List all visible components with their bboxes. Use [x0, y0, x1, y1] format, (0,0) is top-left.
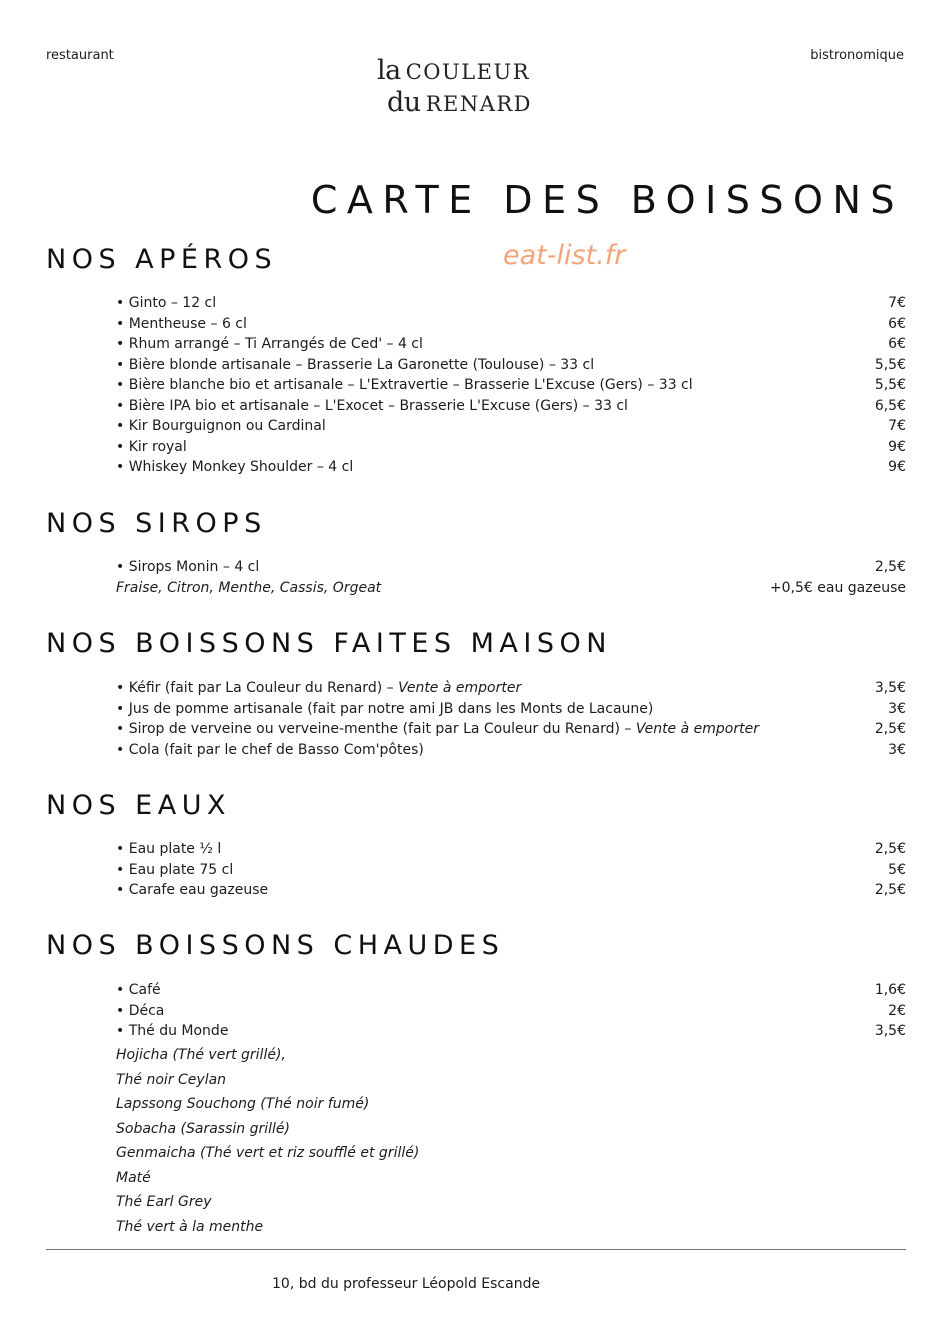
list-item [116, 1001, 906, 1022]
section-title-chaudes: NOS BOISSONS CHAUDES [46, 930, 505, 961]
tea-item: Genmaicha (Thé vert et riz soufflé et grillé) [116, 1145, 420, 1161]
logo-word-couleur: couleur [405, 52, 531, 87]
section-title-maison: NOS BOISSONS FAITES MAISON [46, 628, 612, 659]
item-name [116, 719, 759, 740]
list-item [116, 1021, 906, 1042]
list-item [116, 860, 906, 881]
section-title-sirops: NOS SIROPS [46, 508, 267, 539]
logo-line-2 [387, 84, 532, 118]
item-name-text: Sirop de verveine ou verveine-menthe (fait par La Couleur du Renard) – [128, 721, 636, 737]
list-chaudes [116, 980, 906, 1042]
item-price: 2,5€ [874, 559, 906, 575]
item-name: • Whiskey Monkey Shoulder – 4 cl [116, 457, 353, 478]
tea-item: Thé Earl Grey [116, 1194, 212, 1210]
list-item [116, 355, 906, 376]
list-item [116, 980, 906, 1001]
list-item [116, 699, 906, 720]
list-item [116, 416, 906, 437]
item-price: 3€ [888, 741, 906, 758]
item-name-text: Cola (fait par le chef de Basso Com'pôtes) [128, 741, 424, 758]
list-item [116, 839, 906, 860]
item-name-text: Kéfir (fait par La Couleur du Renard) – [128, 680, 399, 696]
item-name: • Bière blonde artisanale – Brasserie La Garonette (Toulouse) – 33 cl [116, 355, 594, 376]
item-name: • Thé du Monde [116, 1021, 228, 1042]
tea-item: Hojicha (Thé vert grillé), [116, 1047, 286, 1063]
item-name: • Café [116, 980, 161, 1001]
list-eaux [116, 839, 906, 901]
logo-word-du: du [387, 87, 421, 118]
item-price: 9€ [888, 438, 906, 455]
item-name: • Eau plate 75 cl [116, 860, 233, 881]
item-price: 3€ [888, 700, 906, 717]
item-price: 5,5€ [874, 356, 906, 373]
footer-address: 10, bd du professeur Léopold Escande [272, 1276, 541, 1292]
tea-list [116, 1043, 419, 1239]
item-price: 7€ [888, 295, 906, 311]
page-title: CARTE DES BOISSONS [310, 178, 904, 222]
item-price: 3,5€ [874, 1023, 906, 1039]
tea-item: Thé noir Ceylan [116, 1071, 227, 1088]
list-item [116, 293, 906, 314]
item-price: 9€ [888, 459, 906, 475]
item-price: 6€ [888, 315, 906, 332]
item-name: • Eau plate ½ l [116, 839, 221, 860]
item-name: • Ginto – 12 cl [116, 293, 216, 314]
list-sirops [116, 557, 906, 598]
item-name: • Déca [116, 1001, 164, 1022]
item-name [116, 699, 653, 720]
item-price: 3,5€ [874, 680, 906, 696]
list-item [116, 375, 906, 396]
list-item [116, 557, 906, 578]
logo-word-la: la [377, 55, 401, 86]
watermark: eat-list.fr [503, 240, 626, 271]
list-item [116, 719, 906, 740]
section-title-aperos: NOS APÉROS [46, 244, 278, 275]
item-price: 5,5€ [874, 377, 906, 393]
item-price: 5€ [888, 861, 906, 878]
list-item [116, 334, 906, 355]
item-note: Vente à emporter [398, 680, 522, 696]
item-name [116, 740, 424, 761]
list-item [116, 678, 906, 699]
tea-item: Sobacha (Sarassin grillé) [116, 1120, 290, 1137]
section-title-eaux: NOS EAUX [46, 790, 231, 821]
logo-word-renard: renard [425, 84, 533, 119]
item-name: • Bière IPA bio et artisanale – L'Exocet – Brasserie L'Excuse (Gers) – 33 cl [116, 396, 628, 417]
footer-divider [46, 1249, 906, 1250]
sirops-extra-price: +0,5€ eau gazeuse [769, 579, 906, 596]
list-item [116, 457, 906, 478]
list-item [116, 437, 906, 458]
item-price: 2,5€ [874, 841, 906, 857]
item-name: • Sirops Monin – 4 cl [116, 557, 259, 578]
item-price: 2,5€ [874, 882, 906, 898]
item-name [116, 678, 521, 699]
item-price: 6,5€ [874, 397, 906, 414]
item-name-text: Jus de pomme artisanale (fait par notre ami JB dans les Monts de Lacaune) [128, 700, 654, 717]
item-note: Vente à emporter [635, 721, 759, 737]
item-name: • Bière blanche bio et artisanale – L'Extravertie – Brasserie L'Excuse (Gers) – 33 cl [116, 375, 693, 396]
list-item [116, 740, 906, 761]
list-aperos [116, 293, 906, 478]
sirops-flavors-row [116, 578, 906, 599]
item-price: 2,5€ [874, 721, 906, 737]
item-name: • Mentheuse – 6 cl [116, 314, 247, 335]
tea-item: Thé vert à la menthe [116, 1218, 264, 1235]
list-item [116, 396, 906, 417]
tea-item: Maté [116, 1169, 151, 1186]
tea-item: Lapssong Souchong (Thé noir fumé) [116, 1096, 370, 1112]
item-name: • Kir Bourguignon ou Cardinal [116, 416, 326, 437]
list-item [116, 880, 906, 901]
list-maison [116, 678, 906, 760]
item-price: 6€ [888, 336, 906, 352]
list-item [116, 314, 906, 335]
item-name: • Rhum arrangé – Ti Arrangés de Ced' – 4 cl [116, 334, 423, 355]
header-restaurant-label: restaurant [46, 48, 114, 63]
restaurant-logo [377, 52, 532, 118]
item-name: • Kir royal [116, 437, 187, 458]
sirops-flavors: Fraise, Citron, Menthe, Cassis, Orgeat [116, 579, 382, 596]
item-price: 2€ [888, 1002, 906, 1019]
item-price: 7€ [888, 418, 906, 434]
logo-line-1 [377, 52, 532, 86]
item-price: 1,6€ [874, 982, 906, 998]
header-bistronomique-label: bistronomique [810, 48, 904, 63]
item-name: • Carafe eau gazeuse [116, 880, 268, 901]
